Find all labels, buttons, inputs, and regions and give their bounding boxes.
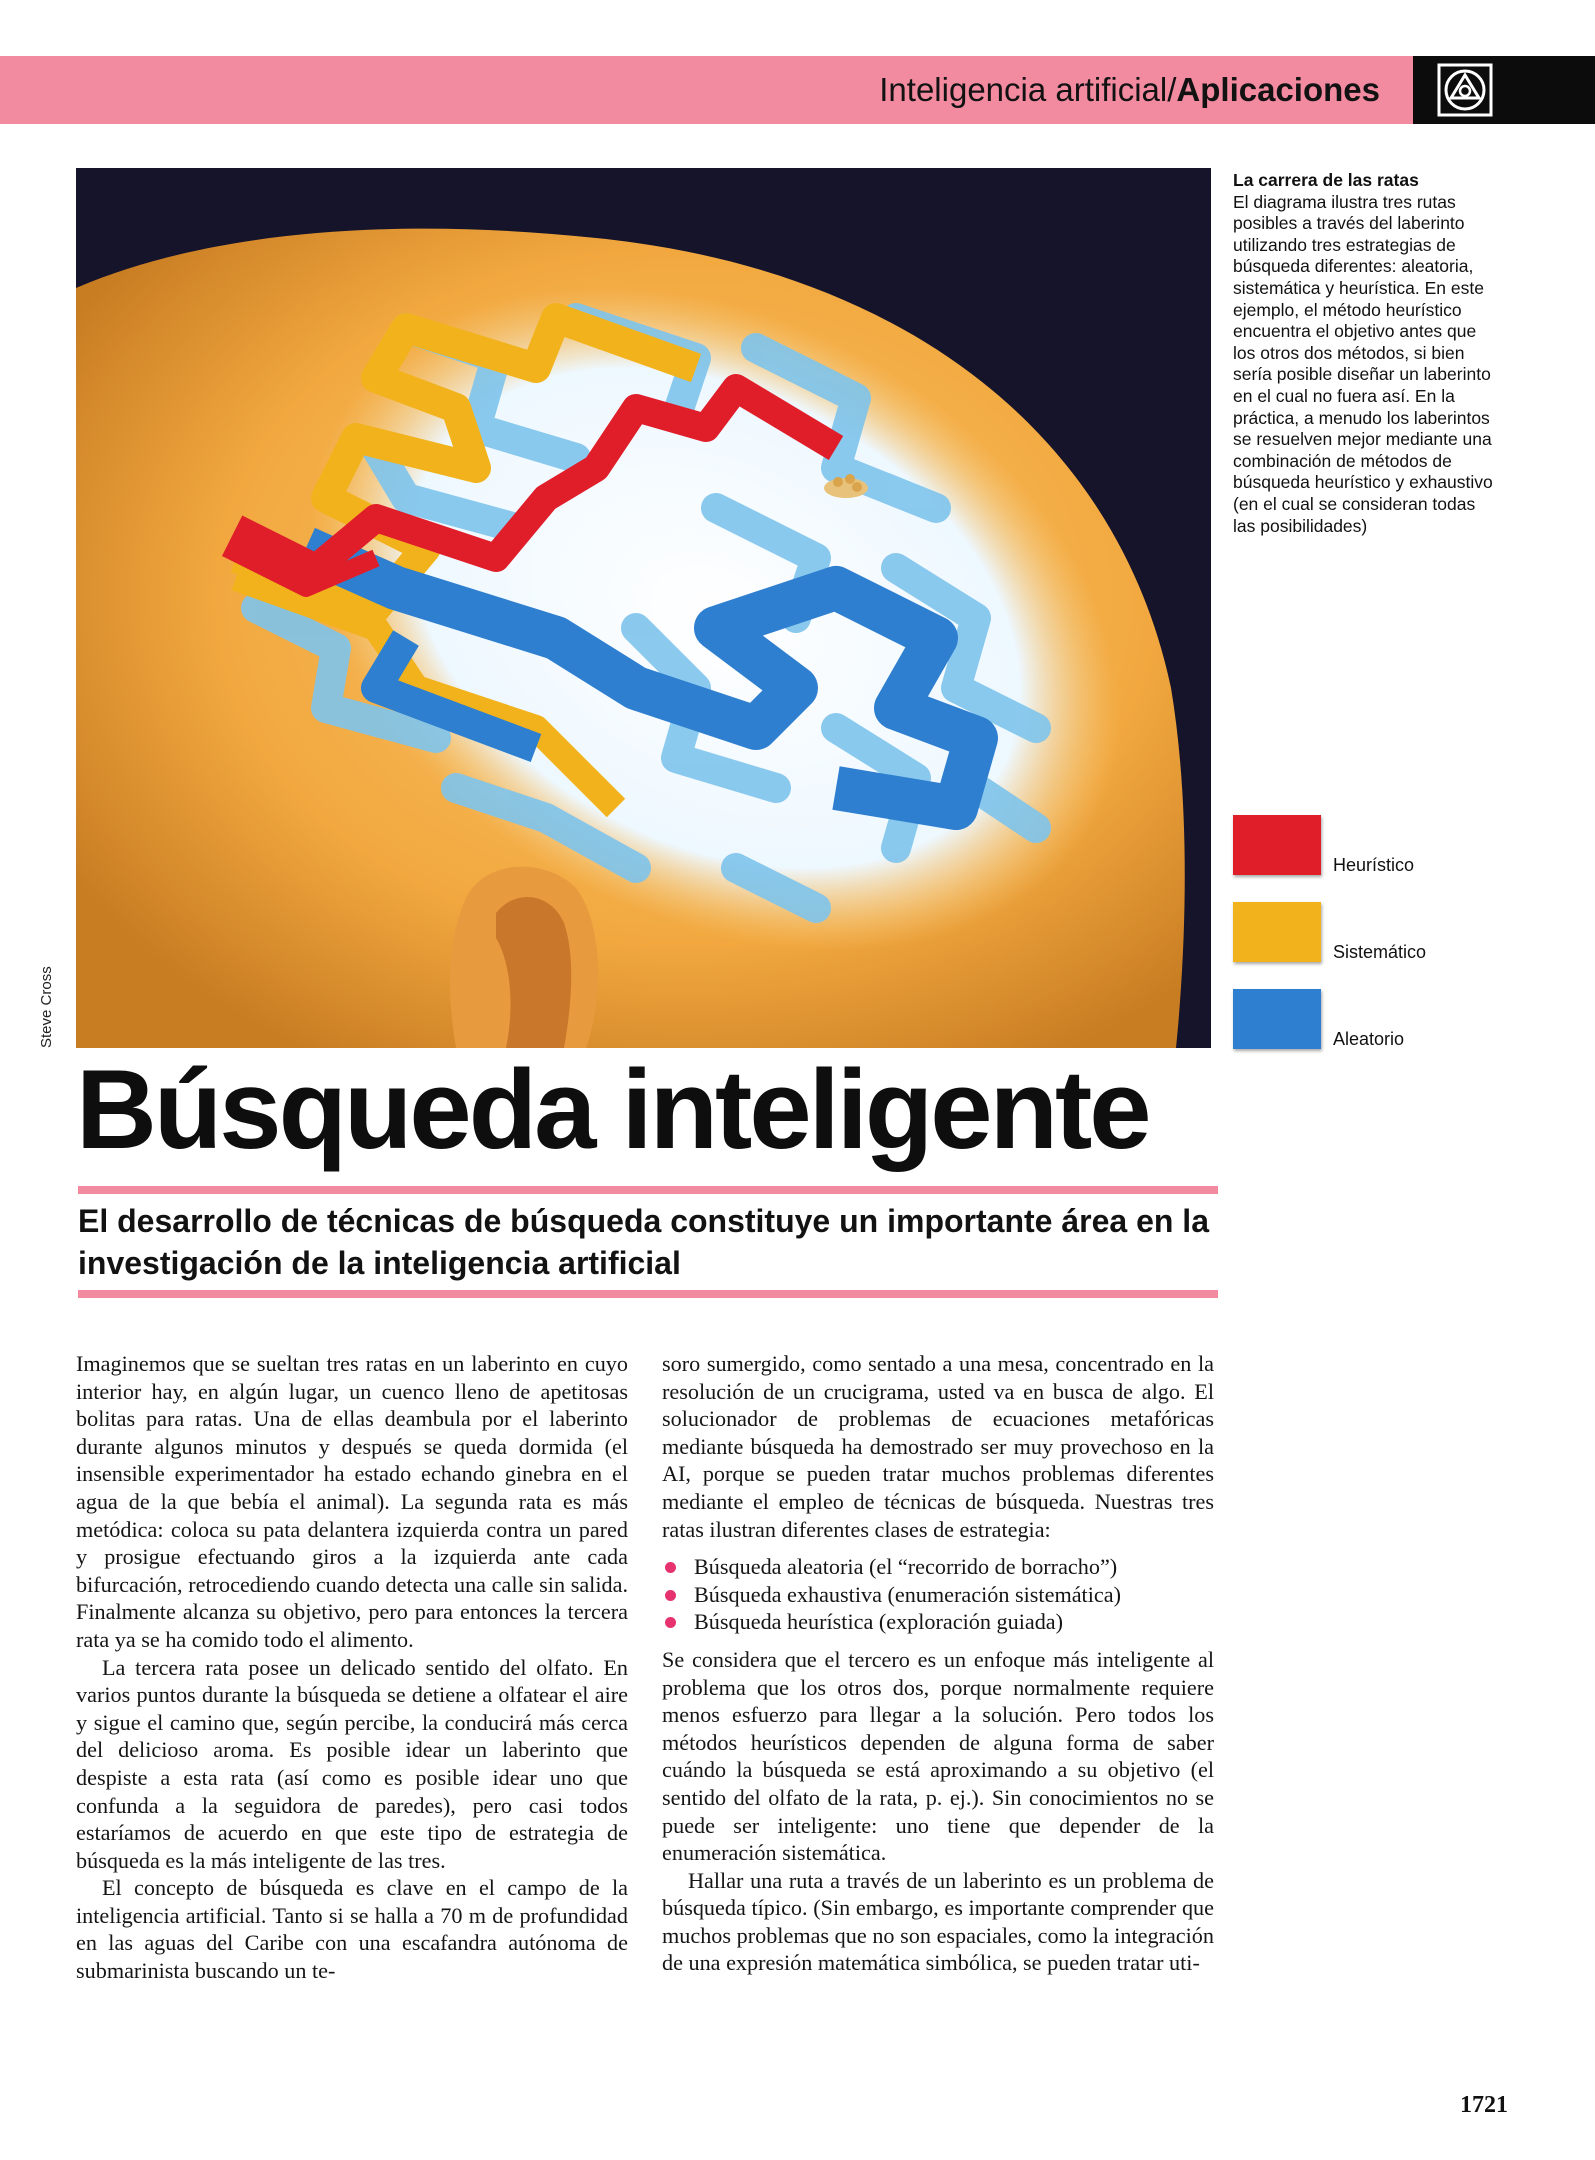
title-rule-bottom bbox=[78, 1290, 1218, 1298]
head-maze-illustration bbox=[76, 168, 1211, 1048]
legend-swatch-blue bbox=[1233, 989, 1321, 1049]
list-item: Búsqueda aleatoria (el “recorrido de borracho”) bbox=[662, 1553, 1214, 1581]
caption-text: El diagrama ilustra tres rutas posibles a través del laberinto utilizando tres estrategias de búsqueda diferentes: aleatoria, sistemática y heurística. En este ejemplo, el método heurístico encuentra el objetivo antes que los otros dos métodos, si bien sería posible diseñar un laberinto en el cual no fuera así. En la práctica, a menudo los laberintos se resuelven mejor mediante una combinación de métodos de búsqueda heurístico y exhaustivo (en el cual se consideran todas las posibilidades) bbox=[1233, 191, 1493, 536]
legend-item-sistematico bbox=[1233, 902, 1573, 964]
paragraph: soro sumergido, como sentado a una mesa, concentrado en la resolución de un crucigrama, usted va en busca de algo. El solucionador de problemas de ecuaciones metafóricas mediante búsqueda ha demostrado ser muy provechoso en la AI, porque se pueden tratar muchos problemas diferentes mediante el empleo de técnicas de búsqueda. Nuestras tres ratas ilustran diferentes clases de estrategia: bbox=[662, 1351, 1214, 1542]
legend-label: Aleatorio bbox=[1333, 1029, 1405, 1049]
legend-label: Heurístico bbox=[1333, 855, 1415, 875]
legend-swatch-yellow bbox=[1233, 902, 1321, 962]
list-item: Búsqueda exhaustiva (enumeración sistemática) bbox=[662, 1581, 1214, 1609]
bullet-icon bbox=[665, 1590, 676, 1601]
legend-item-heuristico bbox=[1233, 815, 1573, 877]
legend-item-aleatorio bbox=[1233, 989, 1573, 1051]
section-name: Inteligencia artificial/ bbox=[879, 71, 1177, 108]
article-subtitle: El desarrollo de técnicas de búsqueda constituye un importante área en la investigación de la inteligencia artificial bbox=[78, 1203, 1209, 1281]
paragraph: Se considera que el tercero es un enfoque más inteligente al problema que los otros dos, porque normalmente requiere menos esfuerzo para llegar a la solución. Pero todos los métodos heurísticos dependen de alguna forma de saber cuándo la búsqueda se está aproximando a su objetivo (el sentido del olfato de la rata, p. ej.). Sin conocimientos no se puede ser inteligente: uno tiene que depender de la enumeración sistemática. bbox=[662, 1646, 1214, 1866]
section-header bbox=[879, 66, 1380, 114]
triangle-in-circle-icon bbox=[1436, 62, 1494, 118]
article-column-left bbox=[76, 1350, 628, 1985]
title-rule-top bbox=[78, 1186, 1218, 1194]
illustration-credit: Steve Cross bbox=[38, 966, 55, 1048]
caption-title: La carrera de las ratas bbox=[1233, 170, 1419, 190]
paragraph: La tercera rata posee un delicado sentido del olfato. En varios puntos durante la búsqueda se detiene a olfatear el aire y sigue el camino que, según percibe, la conducirá más cerca del delicioso aroma. Es posible idear un laberinto que despiste a esta rata (así como es posible idear uno que confunda a la seguidora de paredes), pero casi todos estaríamos de acuerdo en que este tipo de estrategia de búsqueda es la más inteligente de las tres. bbox=[76, 1654, 628, 1873]
legend-swatch-red bbox=[1233, 815, 1321, 875]
subsection-name: Aplicaciones bbox=[1176, 71, 1380, 108]
paragraph: Hallar una ruta a través de un laberinto es un problema de búsqueda típico. (Sin embargo, es importante comprender que muchos problemas que no son espaciales, como la integración de una expresión matemática simbólica, se pueden tratar uti- bbox=[662, 1867, 1214, 1976]
paragraph: Imaginemos que se sueltan tres ratas en un laberinto en cuyo interior hay, en algún lugar, un cuenco lleno de apetitosas bolitas para ratas. Una de ellas deambula por el laberinto durante algunos minutos y después se queda dormida (el insensible experimentador ha estado echando ginebra en el agua de la que bebía el animal). La segunda rata es más metódica: coloca su pata delantera izquierda contra un pared y prosigue efectuando giros a la izquierda ante cada bifurcación, retrocediendo cuando detecta una calle sin salida. Finalmente alcanza su objetivo, pero para entonces la tercera rata ya se ha comido todo el alimento. bbox=[76, 1351, 628, 1652]
strategy-list bbox=[662, 1553, 1214, 1636]
article-title: Búsqueda inteligente bbox=[76, 1047, 1149, 1172]
article-column-right bbox=[662, 1350, 1214, 1977]
page-number: 1721 bbox=[1460, 2092, 1508, 2118]
list-item: Búsqueda heurística (exploración guiada) bbox=[662, 1608, 1214, 1636]
paragraph: El concepto de búsqueda es clave en el campo de la inteligencia artificial. Tanto si se halla a 70 m de profundidad en las aguas del Caribe con una escafandra autónoma de submarinista buscando un te- bbox=[76, 1875, 628, 1984]
figure-caption bbox=[1233, 170, 1498, 537]
legend-label: Sistemático bbox=[1333, 942, 1427, 962]
bullet-icon bbox=[665, 1562, 676, 1573]
bullet-icon bbox=[665, 1617, 676, 1628]
